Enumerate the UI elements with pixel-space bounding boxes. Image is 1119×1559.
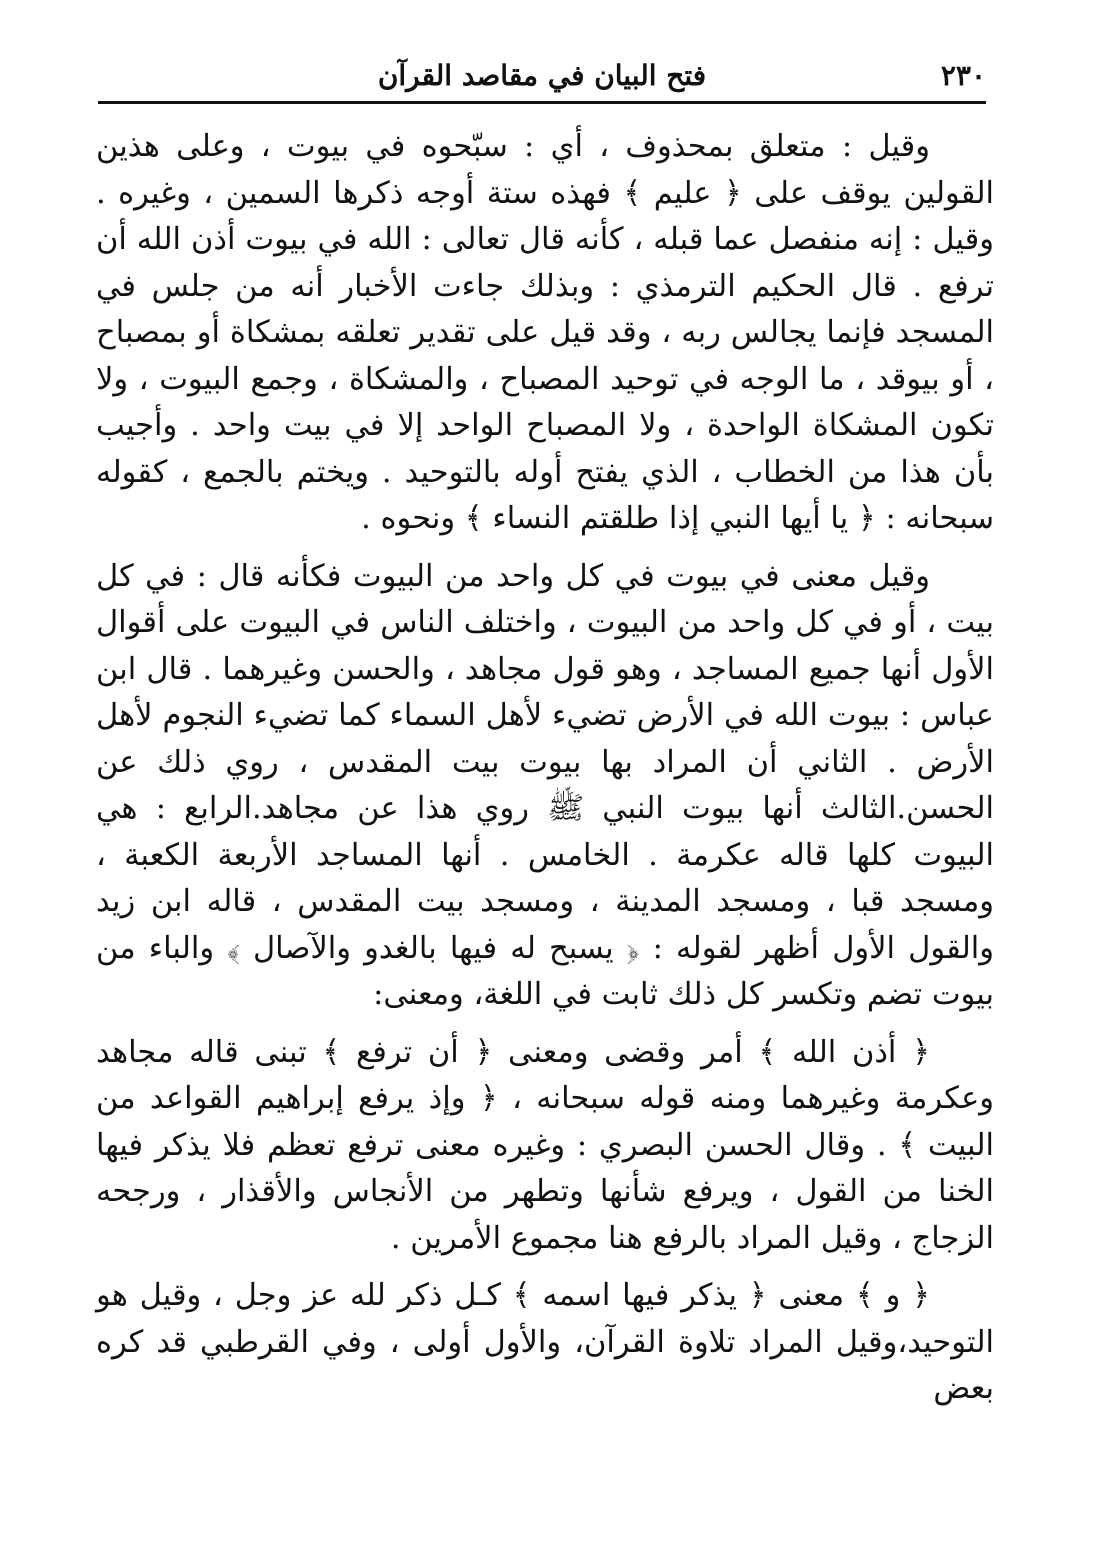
paragraph-1: وقيل : متعلق بمحذوف ، أي : سبّحوه في بيوت ، وعلى هذين القولين يوقف على ﴿ عليم ﴾ فهذه ستة أوجه ذكرها السمين ، وغيره . وقيل : إنه منفصل عما قبله ، كأنه قال تعالى : الله في بيوت أذن الله أن ترفع . قال الحكيم الترمذي : وبذلك جاءت الأخبار أنه من جلس في المسجد فإنما يجالس ربه ، وقد قيل على تقدير تعلقه بمشكاة أو بمصباح ، أو بيوقد ، ما الوجه في توحيد المصباح ، والمشكاة ، وجمع البيوت ، ولا تكون المشكاة الواحدة ، ولا المصباح الواحد إلا في بيت واحد . وأجيب بأن هذا من الخطاب ، الذي يفتح أوله بالتوحيد . ويختم بالجمع ، كقوله سبحانه : ﴿ يا أيها النبي إذا طلقتم النساء ﴾ ونحوه .: [96, 129, 994, 536]
paragraph-4: ﴿ و ﴾ معنى ﴿ يذكر فيها اسمه ﴾ كـل ذكر لله عز وجل ، وقيل هو التوحيد،وقيل المراد تلاوة القرآن، والأول أولى ، وفي القرطبي قد كره بعض: [96, 1278, 994, 1406]
paragraph-2: وقيل معنى في بيوت في كل واحد من البيوت فكأنه قال : في كل بيت ، أو في كل واحد من البيوت ، واختلف الناس في البيوت على أقوال الأول أنها جميع المساجد ، وهو قول مجاهد ، والحسن وغيرهما . قال ابن عباس : بيوت الله في الأرض تضيء لأهل السماء كما تضيء النجوم لأهل الأرض . الثاني أن المراد بها بيوت بيت المقدس ، روي ذلك عن الحسن.الثالث أنها بيوت النبي ﷺ روي هذا عن مجاهد.الرابع : هي البيوت كلها قاله عكرمة . الخامس . أنها المساجد الأربعة الكعبة ، ومسجد قبا ، ومسجد المدينة ، ومسجد بيت المقدس ، قاله ابن زيد والقول الأول أظهر لقوله : ﴿ يسبح له فيها بالغدو والآصال ﴾ والباء من بيوت تضم وتكسر كل ذلك ثابت في اللغة، ومعنى:: [96, 558, 994, 1012]
body-text: [96, 124, 994, 1413]
page-number: ٢٣٠: [940, 59, 986, 92]
running-title: فتح البيان في مقاصد القرآن: [377, 59, 707, 92]
paragraph-3: ﴿ أذن الله ﴾ أمر وقضى ومعنى ﴿ أن ترفع ﴾ تبنى قاله مجاهد وعكرمة وغيرهما ومنه قوله سبحانه ، ﴿ وإذ يرفع إبراهيم القواعد من البيت ﴾ . وقال الحسن البصري : وغيره معنى ترفع تعظم فلا يذكر فيها الخنا من القول ، ويرفع شأنها وتطهر من الأنجاس والأقذار ، ورجحه الزجاج ، وقيل المراد بالرفع هنا مجموع الأمرين .: [96, 1034, 994, 1256]
page-header: [98, 52, 986, 104]
